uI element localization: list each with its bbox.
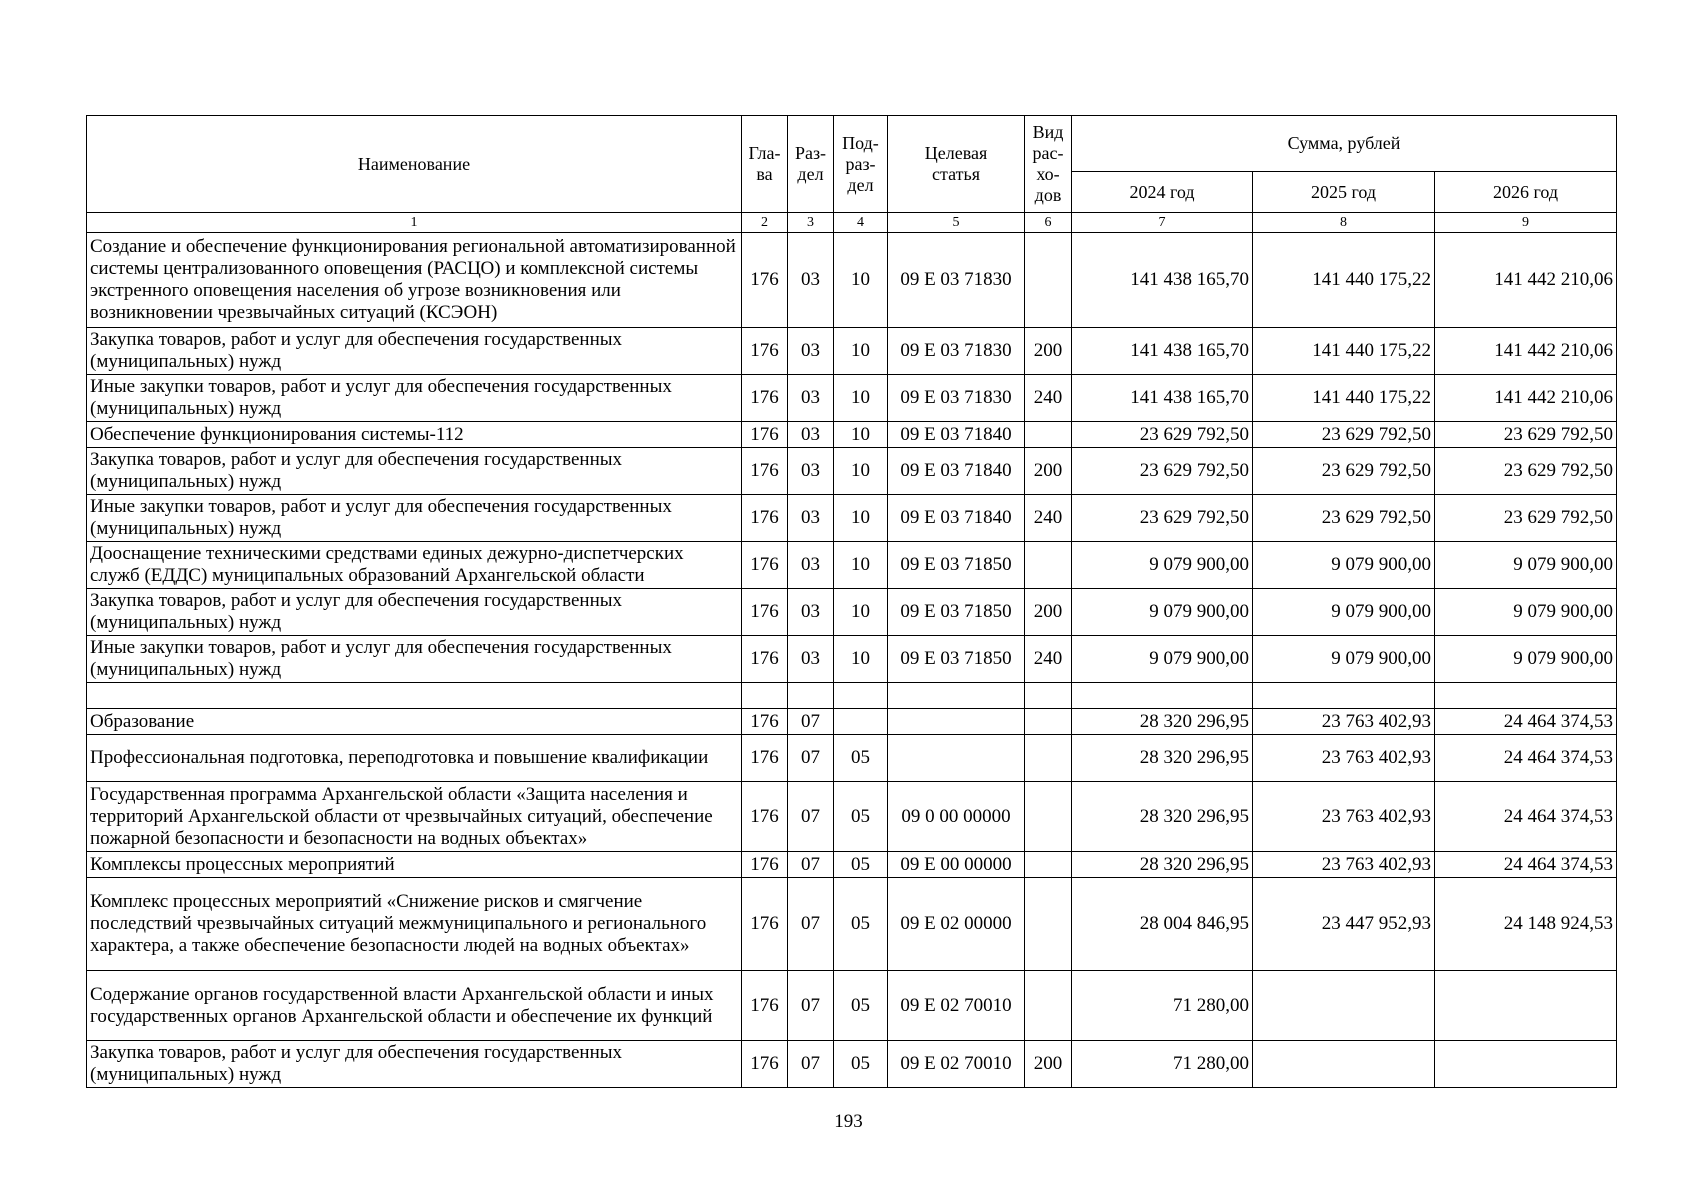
cell-amount-2024: 9 079 900,00 bbox=[1072, 542, 1253, 589]
page-number: 193 bbox=[834, 1111, 863, 1132]
cell-podrazdel: 10 bbox=[834, 375, 888, 422]
cell-razdel: 03 bbox=[788, 422, 834, 448]
cell-amount-2024: 141 438 165,70 bbox=[1072, 328, 1253, 375]
cell-vid-rashodov bbox=[1025, 878, 1072, 971]
cell-amount-2026 bbox=[1435, 1041, 1617, 1088]
cell-name bbox=[87, 683, 742, 709]
cell-name: Комплексы процессных мероприятий bbox=[87, 852, 742, 878]
cell-razdel: 03 bbox=[788, 636, 834, 683]
cell-amount-2025 bbox=[1253, 683, 1435, 709]
cell-amount-2024: 141 438 165,70 bbox=[1072, 375, 1253, 422]
cell-podrazdel: 05 bbox=[834, 1041, 888, 1088]
cell-amount-2026 bbox=[1435, 683, 1617, 709]
cell-amount-2026: 9 079 900,00 bbox=[1435, 636, 1617, 683]
cell-celevaya-statya: 09 Е 02 70010 bbox=[888, 971, 1025, 1041]
column-number: 5 bbox=[888, 213, 1025, 233]
cell-celevaya-statya bbox=[888, 683, 1025, 709]
table-row bbox=[87, 1041, 1617, 1088]
cell-glava: 176 bbox=[742, 375, 788, 422]
cell-name: Закупка товаров, работ и услуг для обеспечения государственных (муниципальных) нужд bbox=[87, 448, 742, 495]
cell-glava: 176 bbox=[742, 852, 788, 878]
header-vid-rashodov: Вид рас- хо- дов bbox=[1025, 116, 1072, 213]
cell-razdel: 07 bbox=[788, 782, 834, 852]
cell-razdel: 07 bbox=[788, 878, 834, 971]
cell-vid-rashodov bbox=[1025, 735, 1072, 782]
cell-amount-2025: 141 440 175,22 bbox=[1253, 233, 1435, 328]
cell-amount-2025: 23 629 792,50 bbox=[1253, 495, 1435, 542]
cell-razdel: 07 bbox=[788, 971, 834, 1041]
cell-amount-2025: 23 763 402,93 bbox=[1253, 735, 1435, 782]
cell-vid-rashodov bbox=[1025, 422, 1072, 448]
cell-amount-2024: 23 629 792,50 bbox=[1072, 422, 1253, 448]
cell-glava: 176 bbox=[742, 971, 788, 1041]
cell-amount-2025: 23 447 952,93 bbox=[1253, 878, 1435, 971]
cell-vid-rashodov bbox=[1025, 782, 1072, 852]
cell-amount-2025: 141 440 175,22 bbox=[1253, 375, 1435, 422]
header-razdel: Раз- дел bbox=[788, 116, 834, 213]
cell-amount-2024: 28 004 846,95 bbox=[1072, 878, 1253, 971]
column-number: 4 bbox=[834, 213, 888, 233]
cell-amount-2026: 24 464 374,53 bbox=[1435, 782, 1617, 852]
table-row bbox=[87, 971, 1617, 1041]
cell-celevaya-statya: 09 Е 03 71850 bbox=[888, 542, 1025, 589]
cell-amount-2024: 23 629 792,50 bbox=[1072, 448, 1253, 495]
cell-razdel: 07 bbox=[788, 852, 834, 878]
cell-podrazdel: 10 bbox=[834, 495, 888, 542]
cell-vid-rashodov bbox=[1025, 233, 1072, 328]
column-number: 2 bbox=[742, 213, 788, 233]
cell-amount-2025: 23 763 402,93 bbox=[1253, 782, 1435, 852]
cell-celevaya-statya: 09 Е 03 71830 bbox=[888, 328, 1025, 375]
cell-amount-2024: 71 280,00 bbox=[1072, 1041, 1253, 1088]
cell-vid-rashodov bbox=[1025, 683, 1072, 709]
cell-amount-2026: 24 148 924,53 bbox=[1435, 878, 1617, 971]
table-body bbox=[87, 233, 1617, 1088]
cell-celevaya-statya bbox=[888, 709, 1025, 735]
cell-vid-rashodov: 200 bbox=[1025, 448, 1072, 495]
cell-glava: 176 bbox=[742, 709, 788, 735]
cell-podrazdel: 05 bbox=[834, 782, 888, 852]
cell-amount-2024: 23 629 792,50 bbox=[1072, 495, 1253, 542]
cell-razdel: 03 bbox=[788, 448, 834, 495]
cell-razdel: 03 bbox=[788, 375, 834, 422]
table-row bbox=[87, 542, 1617, 589]
cell-amount-2026 bbox=[1435, 971, 1617, 1041]
cell-podrazdel: 10 bbox=[834, 422, 888, 448]
header-podrazdel: Под- раз- дел bbox=[834, 116, 888, 213]
cell-name: Закупка товаров, работ и услуг для обеспечения государственных (муниципальных) нужд bbox=[87, 328, 742, 375]
cell-podrazdel: 05 bbox=[834, 971, 888, 1041]
cell-glava: 176 bbox=[742, 1041, 788, 1088]
cell-amount-2026: 24 464 374,53 bbox=[1435, 852, 1617, 878]
table-row bbox=[87, 422, 1617, 448]
cell-name: Создание и обеспечение функционирования региональной автоматизированной системы централизованного оповещения (РАСЦО) и комплексной системы экстренного оповещения населения об угрозе возникновения или возникновении чрезвычайных ситуаций (КСЭОН) bbox=[87, 233, 742, 328]
cell-name: Иные закупки товаров, работ и услуг для обеспечения государственных (муниципальных) нужд bbox=[87, 495, 742, 542]
budget-table bbox=[86, 115, 1617, 1088]
cell-name: Иные закупки товаров, работ и услуг для обеспечения государственных (муниципальных) нужд bbox=[87, 636, 742, 683]
cell-celevaya-statya: 09 Е 03 71830 bbox=[888, 375, 1025, 422]
cell-amount-2025: 23 629 792,50 bbox=[1253, 422, 1435, 448]
cell-podrazdel: 10 bbox=[834, 542, 888, 589]
cell-name: Закупка товаров, работ и услуг для обеспечения государственных (муниципальных) нужд bbox=[87, 589, 742, 636]
cell-celevaya-statya: 09 Е 03 71850 bbox=[888, 636, 1025, 683]
cell-glava: 176 bbox=[742, 495, 788, 542]
cell-name: Иные закупки товаров, работ и услуг для обеспечения государственных (муниципальных) нужд bbox=[87, 375, 742, 422]
cell-celevaya-statya: 09 Е 02 00000 bbox=[888, 878, 1025, 971]
table-row bbox=[87, 448, 1617, 495]
cell-celevaya-statya: 09 Е 03 71850 bbox=[888, 589, 1025, 636]
table-row bbox=[87, 782, 1617, 852]
cell-razdel: 03 bbox=[788, 589, 834, 636]
cell-amount-2025: 23 763 402,93 bbox=[1253, 852, 1435, 878]
cell-podrazdel bbox=[834, 709, 888, 735]
table-row bbox=[87, 233, 1617, 328]
column-number: 7 bbox=[1072, 213, 1253, 233]
cell-podrazdel: 10 bbox=[834, 448, 888, 495]
header-glava: Гла- ва bbox=[742, 116, 788, 213]
column-number: 6 bbox=[1025, 213, 1072, 233]
cell-amount-2025: 141 440 175,22 bbox=[1253, 328, 1435, 375]
cell-razdel bbox=[788, 683, 834, 709]
cell-glava: 176 bbox=[742, 735, 788, 782]
cell-podrazdel: 05 bbox=[834, 878, 888, 971]
column-number: 8 bbox=[1253, 213, 1435, 233]
cell-razdel: 03 bbox=[788, 542, 834, 589]
cell-podrazdel: 05 bbox=[834, 735, 888, 782]
cell-amount-2026: 9 079 900,00 bbox=[1435, 542, 1617, 589]
table-row bbox=[87, 328, 1617, 375]
table-row bbox=[87, 735, 1617, 782]
cell-podrazdel: 10 bbox=[834, 328, 888, 375]
table-row bbox=[87, 636, 1617, 683]
cell-amount-2024: 28 320 296,95 bbox=[1072, 735, 1253, 782]
cell-name: Профессиональная подготовка, переподготовка и повышение квалификации bbox=[87, 735, 742, 782]
cell-amount-2024: 71 280,00 bbox=[1072, 971, 1253, 1041]
cell-razdel: 03 bbox=[788, 328, 834, 375]
cell-razdel: 07 bbox=[788, 1041, 834, 1088]
cell-amount-2024: 28 320 296,95 bbox=[1072, 782, 1253, 852]
header-year-2025: 2025 год bbox=[1253, 172, 1435, 213]
cell-amount-2024: 9 079 900,00 bbox=[1072, 636, 1253, 683]
cell-amount-2026: 24 464 374,53 bbox=[1435, 709, 1617, 735]
cell-vid-rashodov: 200 bbox=[1025, 589, 1072, 636]
cell-podrazdel bbox=[834, 683, 888, 709]
table-row bbox=[87, 852, 1617, 878]
cell-amount-2025 bbox=[1253, 971, 1435, 1041]
cell-podrazdel: 10 bbox=[834, 233, 888, 328]
table-row bbox=[87, 375, 1617, 422]
cell-name: Государственная программа Архангельской области «Защита населения и территорий Архангельской области от чрезвычайных ситуаций, обеспечение пожарной безопасности и безопасности на водных объектах» bbox=[87, 782, 742, 852]
cell-podrazdel: 10 bbox=[834, 636, 888, 683]
header-summa: Сумма, рублей bbox=[1072, 116, 1617, 172]
table-header bbox=[87, 116, 1617, 233]
cell-razdel: 07 bbox=[788, 709, 834, 735]
cell-razdel: 03 bbox=[788, 495, 834, 542]
cell-razdel: 03 bbox=[788, 233, 834, 328]
table-row bbox=[87, 683, 1617, 709]
cell-celevaya-statya: 09 Е 03 71830 bbox=[888, 233, 1025, 328]
cell-glava: 176 bbox=[742, 878, 788, 971]
cell-amount-2024 bbox=[1072, 683, 1253, 709]
cell-vid-rashodov: 200 bbox=[1025, 1041, 1072, 1088]
header-year-2026: 2026 год bbox=[1435, 172, 1617, 213]
table-row bbox=[87, 878, 1617, 971]
cell-name: Закупка товаров, работ и услуг для обеспечения государственных (муниципальных) нужд bbox=[87, 1041, 742, 1088]
header-year-2024: 2024 год bbox=[1072, 172, 1253, 213]
header-celevaya-statya: Целевая статья bbox=[888, 116, 1025, 213]
cell-glava: 176 bbox=[742, 542, 788, 589]
cell-celevaya-statya: 09 Е 02 70010 bbox=[888, 1041, 1025, 1088]
table-row bbox=[87, 495, 1617, 542]
cell-amount-2025: 9 079 900,00 bbox=[1253, 542, 1435, 589]
cell-amount-2025: 23 629 792,50 bbox=[1253, 448, 1435, 495]
cell-amount-2026: 23 629 792,50 bbox=[1435, 422, 1617, 448]
cell-celevaya-statya: 09 Е 03 71840 bbox=[888, 422, 1025, 448]
cell-podrazdel: 10 bbox=[834, 589, 888, 636]
cell-podrazdel: 05 bbox=[834, 852, 888, 878]
cell-amount-2024: 141 438 165,70 bbox=[1072, 233, 1253, 328]
cell-vid-rashodov: 240 bbox=[1025, 636, 1072, 683]
cell-celevaya-statya: 09 0 00 00000 bbox=[888, 782, 1025, 852]
cell-amount-2026: 141 442 210,06 bbox=[1435, 328, 1617, 375]
cell-celevaya-statya: 09 Е 03 71840 bbox=[888, 448, 1025, 495]
cell-amount-2026: 23 629 792,50 bbox=[1435, 495, 1617, 542]
cell-celevaya-statya: 09 Е 03 71840 bbox=[888, 495, 1025, 542]
cell-vid-rashodov bbox=[1025, 709, 1072, 735]
cell-vid-rashodov: 240 bbox=[1025, 495, 1072, 542]
cell-amount-2026: 9 079 900,00 bbox=[1435, 589, 1617, 636]
cell-razdel: 07 bbox=[788, 735, 834, 782]
cell-vid-rashodov bbox=[1025, 971, 1072, 1041]
cell-amount-2024: 28 320 296,95 bbox=[1072, 709, 1253, 735]
column-number: 9 bbox=[1435, 213, 1617, 233]
cell-glava: 176 bbox=[742, 233, 788, 328]
cell-name: Дооснащение техническими средствами единых дежурно-диспетчерских служб (ЕДДС) муниципальных образований Архангельской области bbox=[87, 542, 742, 589]
cell-name: Содержание органов государственной власти Архангельской области и иных государственных органов Архангельской области и обеспечение их функций bbox=[87, 971, 742, 1041]
column-number: 3 bbox=[788, 213, 834, 233]
cell-glava bbox=[742, 683, 788, 709]
cell-celevaya-statya bbox=[888, 735, 1025, 782]
cell-name: Комплекс процессных мероприятий «Снижение рисков и смягчение последствий чрезвычайных ситуаций межмуниципального и регионального характера, а также обеспечение безопасности людей на водных объектах» bbox=[87, 878, 742, 971]
header-name: Наименование bbox=[87, 116, 742, 213]
cell-celevaya-statya: 09 Е 00 00000 bbox=[888, 852, 1025, 878]
column-number: 1 bbox=[87, 213, 742, 233]
cell-vid-rashodov bbox=[1025, 542, 1072, 589]
cell-name: Обеспечение функционирования системы-112 bbox=[87, 422, 742, 448]
cell-glava: 176 bbox=[742, 328, 788, 375]
cell-amount-2024: 9 079 900,00 bbox=[1072, 589, 1253, 636]
cell-glava: 176 bbox=[742, 422, 788, 448]
cell-amount-2025: 9 079 900,00 bbox=[1253, 636, 1435, 683]
cell-amount-2025: 23 763 402,93 bbox=[1253, 709, 1435, 735]
cell-vid-rashodov bbox=[1025, 852, 1072, 878]
cell-glava: 176 bbox=[742, 636, 788, 683]
cell-amount-2026: 141 442 210,06 bbox=[1435, 375, 1617, 422]
cell-glava: 176 bbox=[742, 589, 788, 636]
cell-amount-2025 bbox=[1253, 1041, 1435, 1088]
cell-name: Образование bbox=[87, 709, 742, 735]
cell-vid-rashodov: 200 bbox=[1025, 328, 1072, 375]
cell-amount-2026: 23 629 792,50 bbox=[1435, 448, 1617, 495]
table-row bbox=[87, 709, 1617, 735]
cell-amount-2025: 9 079 900,00 bbox=[1253, 589, 1435, 636]
cell-glava: 176 bbox=[742, 782, 788, 852]
cell-amount-2024: 28 320 296,95 bbox=[1072, 852, 1253, 878]
cell-glava: 176 bbox=[742, 448, 788, 495]
cell-amount-2026: 24 464 374,53 bbox=[1435, 735, 1617, 782]
cell-vid-rashodov: 240 bbox=[1025, 375, 1072, 422]
table-row bbox=[87, 589, 1617, 636]
cell-amount-2026: 141 442 210,06 bbox=[1435, 233, 1617, 328]
